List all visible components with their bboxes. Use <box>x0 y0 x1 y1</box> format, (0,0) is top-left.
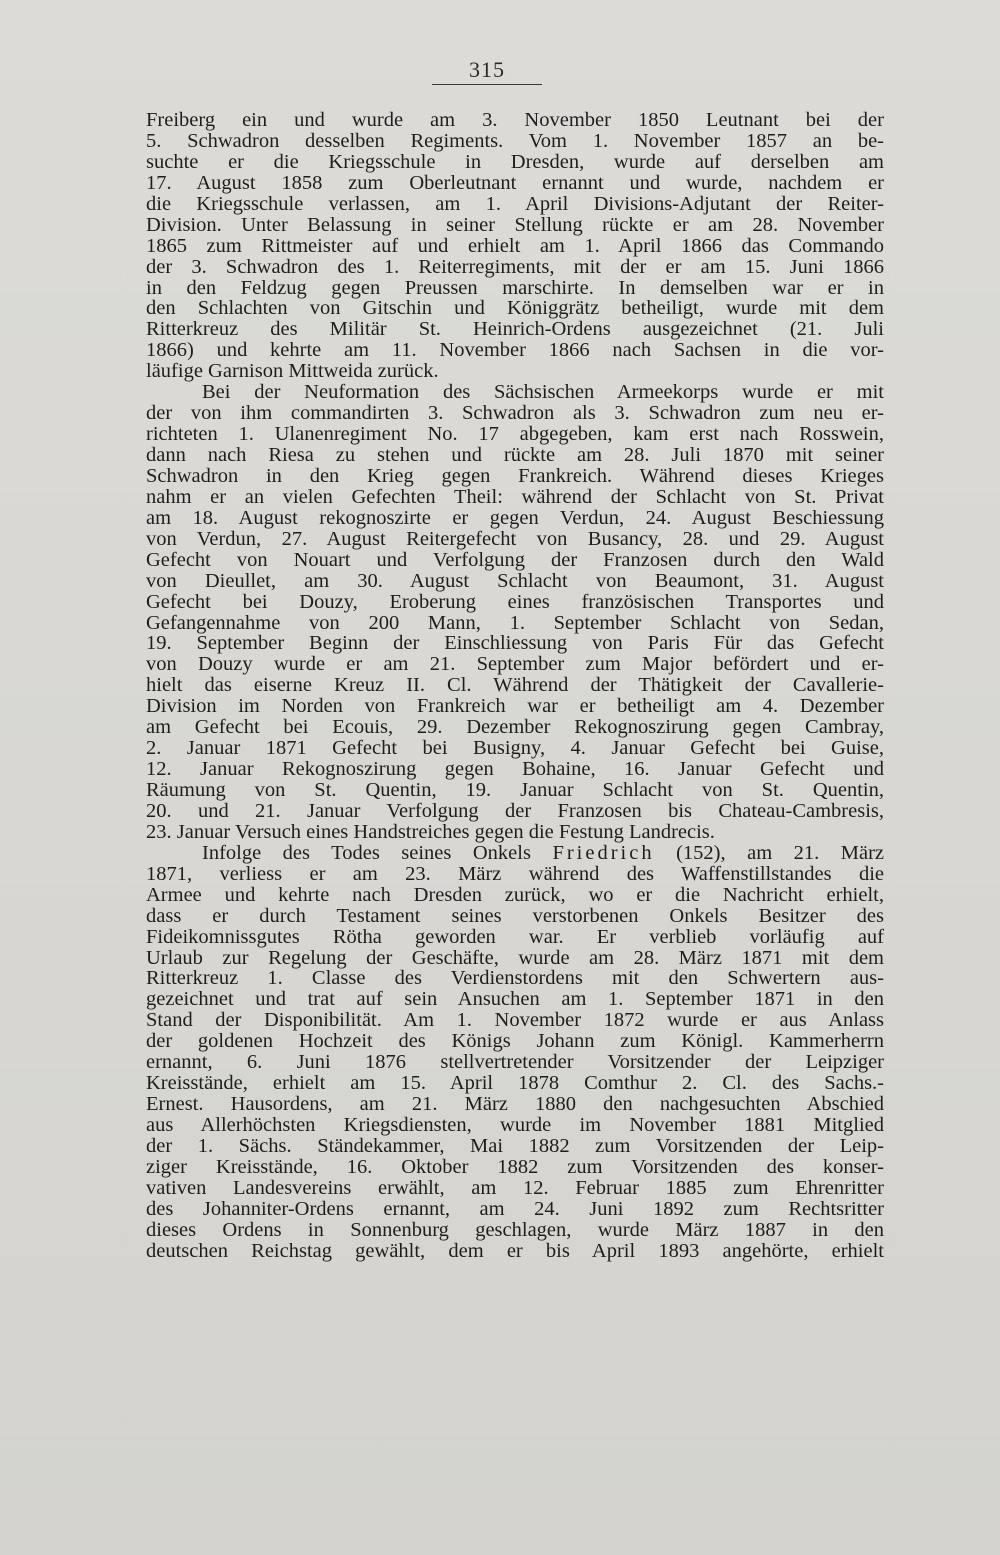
text-line: Räumung von St. Quentin, 19. Januar Schlacht von St. Quentin, <box>146 779 884 801</box>
text-line: deutschen Reichstag gewählt, dem er bis April 1893 angehörte, erhielt <box>146 1239 884 1262</box>
text-line: ziger Kreisstände, 16. Oktober 1882 zum Vorsitzenden des konser- <box>146 1155 884 1178</box>
text-line: in den Feldzug gegen Preussen marschirte. In demselben war er in <box>146 276 884 299</box>
text-line: dass er durch Testament seines verstorbenen Onkels Besitzer des <box>146 904 884 927</box>
text-line: 1866) und kehrte am 11. November 1866 nach Sachsen in die vor- <box>146 339 884 362</box>
text-line: die Kriegsschule verlassen, am 1. April Divisions-Adjutant der Reiter- <box>146 192 884 215</box>
paragraph-opening-line <box>146 843 884 864</box>
text-line: Stand der Disponibilität. Am 1. November 1872 wurde er aus Anlass <box>146 1009 884 1032</box>
text-line: dieses Ordens in Sonnenburg geschlagen, wurde März 1887 in den <box>146 1218 884 1241</box>
body-text <box>146 110 884 1262</box>
text-line: Division im Norden von Frankreich war er betheiligt am 4. Dezember <box>146 695 884 718</box>
text-line: Ritterkreuz 1. Classe des Verdienstordens mit den Schwertern aus- <box>146 967 884 990</box>
text-line: von Douzy wurde er am 21. September zum Major befördert und er- <box>146 653 884 676</box>
page-number: 315 <box>469 57 505 82</box>
text-line: 17. August 1858 zum Oberleutnant ernannt und wurde, nachdem er <box>146 171 884 194</box>
text-line: der 1. Sächs. Ständekammer, Mai 1882 zum Vorsitzenden der Leip- <box>146 1134 884 1157</box>
text-line: dann nach Riesa zu stehen und rückte am 28. Juli 1870 mit seiner <box>146 444 884 466</box>
text-line: 2. Januar 1871 Gefecht bei Busigny, 4. Januar Gefecht bei Guise, <box>146 737 884 760</box>
text-line: Fideikomnissgutes Rötha geworden war. Er verblieb vorläufig auf <box>146 925 884 948</box>
text-line: suchte er die Kriegsschule in Dresden, wurde auf derselben am <box>146 150 884 173</box>
text-line: Schwadron in den Krieg gegen Frankreich. Während dieses Krieges <box>146 464 884 487</box>
text-line: am 18. August rekognoszirte er gegen Verdun, 24. August Beschiessung <box>146 506 884 529</box>
text-line: aus Allerhöchsten Kriegsdiensten, wurde im November 1881 Mitglied <box>146 1114 884 1136</box>
text-line: 5. Schwadron desselben Regiments. Vom 1. November 1857 an be- <box>146 129 884 152</box>
text-line: der 3. Schwadron des 1. Reiterregiments, mit der er am 15. Juni 1866 <box>146 255 884 278</box>
text-line: den Schlachten von Gitschin und Königgrätz betheiligt, wurde mit dem <box>146 297 884 320</box>
text-line: nahm er an vielen Gefechten Theil: während der Schlacht von St. Privat <box>146 485 884 508</box>
text-line: Bei der Neuformation des Sächsischen Armeekorps wurde er mit <box>202 381 884 404</box>
text-line: des Johanniter-Ordens ernannt, am 24. Juni 1892 zum Rechtsritter <box>146 1197 884 1220</box>
text-line: von Dieullet, am 30. August Schlacht von Beaumont, 31. August <box>146 569 884 592</box>
text-line: Urlaub zur Regelung der Geschäfte, wurde am 28. März 1871 mit dem <box>146 946 884 969</box>
text-line: Ernest. Hausordens, am 21. März 1880 den nachgesuchten Abschied <box>146 1093 884 1116</box>
text-line: 1871, verliess er am 23. März während des Waffenstillstandes die <box>146 862 884 885</box>
text-line: hielt das eiserne Kreuz II. Cl. Während der Thätigkeit der Cavallerie- <box>146 674 884 697</box>
spaced-name: Friedrich <box>552 841 655 864</box>
text-line: Armee und kehrte nach Dresden zurück, wo er die Nachricht erhielt, <box>146 883 884 906</box>
text-line: Gefecht bei Douzy, Eroberung eines französischen Transportes und <box>146 590 884 613</box>
page-number-rule <box>432 84 542 85</box>
text-line: Freiberg ein und wurde am 3. November 1850 Leutnant bei der <box>146 109 884 131</box>
page-header <box>432 58 542 85</box>
text-line: läufige Garnison Mittweida zurück. <box>146 360 439 383</box>
text-line: ernannt, 6. Juni 1876 stellvertretender Vorsitzender der Leipziger <box>146 1051 884 1074</box>
text-line: 19. September Beginn der Einschliessung von Paris Für das Gefecht <box>146 632 884 655</box>
text-line: 20. und 21. Januar Verfolgung der Franzosen bis Chateau-Cambresis, <box>146 799 884 822</box>
text-line: Gefecht von Nouart und Verfolgung der Franzosen durch den Wald <box>146 548 884 571</box>
text-line: richteten 1. Ulanenregiment No. 17 abgegeben, kam erst nach Rosswein, <box>146 423 884 446</box>
text-line: der goldenen Hochzeit des Königs Johann zum Königl. Kammerherrn <box>146 1030 884 1053</box>
text-line: Division. Unter Belassung in seiner Stellung rückte er am 28. November <box>146 213 884 236</box>
text-line: 1865 zum Rittmeister auf und erhielt am 1. April 1866 das Commando <box>146 234 884 257</box>
text-line: von Verdun, 27. August Reitergefecht von Busancy, 28. und 29. August <box>146 527 884 550</box>
text-line: der von ihm commandirten 3. Schwadron als 3. Schwadron zum neu er- <box>146 402 884 425</box>
text-line: gezeichnet und trat auf sein Ansuchen am 1. September 1871 in den <box>146 988 884 1011</box>
text-line: am Gefecht bei Ecouis, 29. Dezember Rekognoszirung gegen Cambray, <box>146 716 884 739</box>
text-line: Ritterkreuz des Militär St. Heinrich-Ordens ausgezeichnet (21. Juli <box>146 318 884 341</box>
text-line: Gefangennahme von 200 Mann, 1. September Schlacht von Sedan, <box>146 611 884 634</box>
text-line: 12. Januar Rekognoszirung gegen Bohaine, 16. Januar Gefecht und <box>146 758 884 781</box>
text-line: vativen Landesvereins erwählt, am 12. Februar 1885 zum Ehrenritter <box>146 1176 884 1199</box>
text-fragment: Infolge des Todes seines Onkels <box>202 841 553 864</box>
text-fragment: (152), am 21. März <box>654 841 884 864</box>
text-line: 23. Januar Versuch eines Handstreiches gegen die Festung Landrecis. <box>146 820 715 843</box>
text-line: Kreisstände, erhielt am 15. April 1878 Comthur 2. Cl. des Sachs.- <box>146 1072 884 1095</box>
